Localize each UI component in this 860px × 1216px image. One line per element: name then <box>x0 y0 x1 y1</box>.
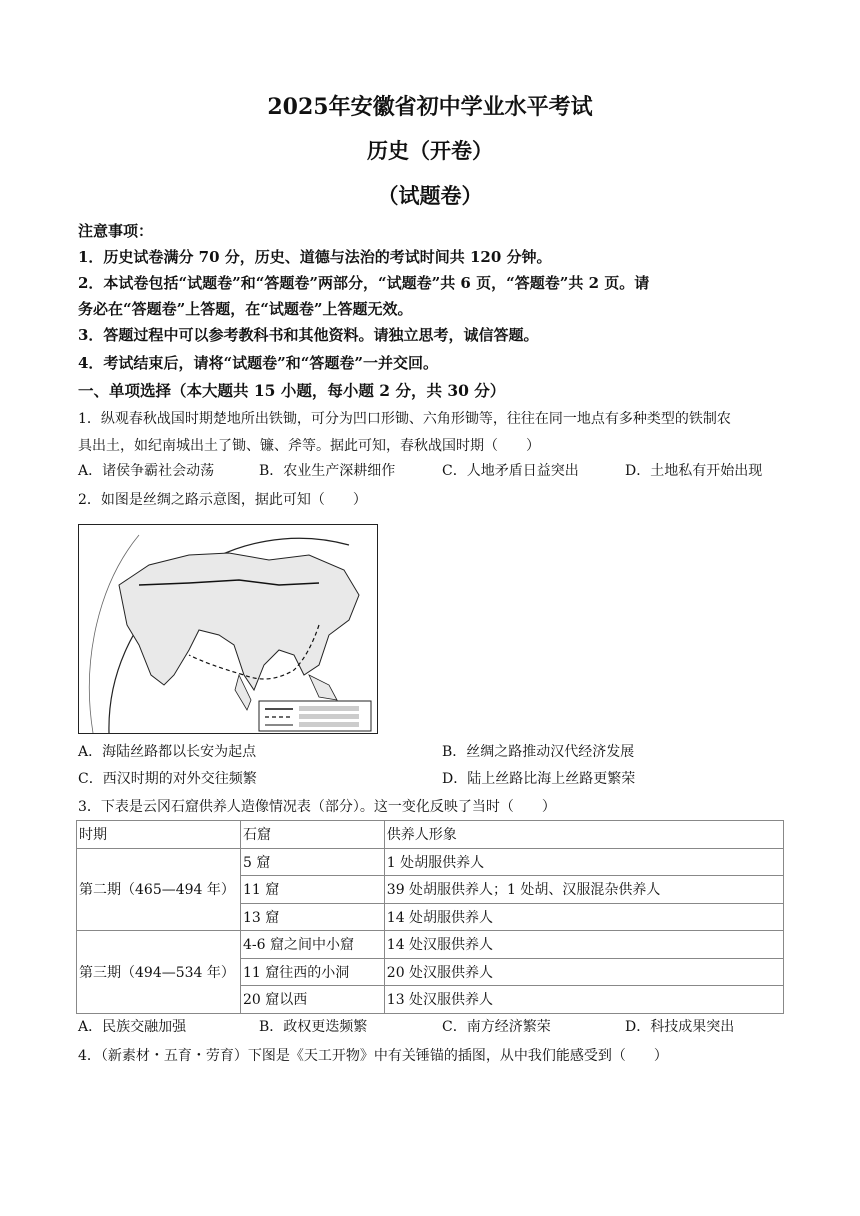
table-row <box>77 848 784 876</box>
table-header-cell: 供养人形象 <box>384 821 783 849</box>
table-header-row <box>77 821 784 849</box>
q3-option-b: B．政权更迭频繁 <box>259 1019 368 1035</box>
question-3-stem: 3．下表是云冈石窟供养人造像情况表（部分）。这一变化反映了当时（ ） <box>78 799 556 815</box>
period-cell: 第三期（494—534 年） <box>77 931 241 1014</box>
q3-option-d: D．科技成果突出 <box>625 1019 735 1035</box>
notice-item: 2．本试卷包括“试题卷”和“答题卷”两部分，“试题卷”共 6 页，“答题卷”共 2 页。请 <box>78 274 650 292</box>
exam-title: 2025年安徽省初中学业水平考试 <box>267 94 593 120</box>
q2-option-b: B．丝绸之路推动汉代经济发展 <box>442 744 635 760</box>
table-cell: 14 处胡服供养人 <box>384 903 783 931</box>
table-cell: 20 处汉服供养人 <box>384 958 783 986</box>
q1-option-c: C．人地矛盾日益突出 <box>442 463 579 479</box>
table-cell: 13 处汉服供养人 <box>384 986 783 1014</box>
notice-item: 4．考试结束后，请将“试题卷”和“答题卷”一并交回。 <box>78 354 438 372</box>
grotto-donor-table <box>76 820 784 1014</box>
q3-option-a: A．民族交融加强 <box>78 1019 187 1035</box>
table-header-cell: 石窟 <box>240 821 384 849</box>
notice-heading: 注意事项： <box>78 222 154 240</box>
table-cell: 20 窟以西 <box>240 986 384 1014</box>
q1-option-d: D．土地私有开始出现 <box>625 463 763 479</box>
notice-item: 3．答题过程中可以参考教科书和其他资料。请独立思考，诚信答题。 <box>78 326 539 344</box>
q2-option-c: C．西汉时期的对外交往频繁 <box>78 771 257 787</box>
silk-road-map <box>78 524 378 734</box>
table-cell: 5 窟 <box>240 848 384 876</box>
question-4-stem: 4．（新素材・五育・劳育）下图是《天工开物》中有关锤锚的插图，从中我们能感受到（ ） <box>78 1048 668 1064</box>
notice-item: 1．历史试卷满分 70 分，历史、道德与法治的考试时间共 120 分钟。 <box>78 248 552 266</box>
q3-option-c: C．南方经济繁荣 <box>442 1019 551 1035</box>
table-cell: 11 窟 <box>240 876 384 904</box>
q2-option-d: D．陆上丝路比海上丝路更繁荣 <box>442 771 636 787</box>
section-heading: 一、单项选择（本大题共 15 小题，每小题 2 分，共 30 分） <box>78 381 506 400</box>
paper-type-title: （试题卷） <box>377 183 483 208</box>
table-header-cell: 时期 <box>77 821 241 849</box>
q2-option-a: A．海陆丝路都以长安为起点 <box>78 744 257 760</box>
notice-item: 务必在“答题卷”上答题，在“试题卷”上答题无效。 <box>78 300 413 318</box>
subject-title: 历史（开卷） <box>367 138 493 163</box>
table-row <box>77 931 784 959</box>
q1-option-b: B．农业生产深耕细作 <box>259 463 396 479</box>
question-2-stem: 2．如图是丝绸之路示意图，据此可知（ ） <box>78 492 367 508</box>
table-cell: 4-6 窟之间中小窟 <box>240 931 384 959</box>
table-cell: 11 窟往西的小洞 <box>240 958 384 986</box>
table-cell: 1 处胡服供养人 <box>384 848 783 876</box>
q1-option-a: A．诸侯争霸社会动荡 <box>78 463 215 479</box>
question-1-stem-cont: 具出土，如纪南城出土了锄、镰、斧等。据此可知，春秋战国时期（ ） <box>78 438 540 454</box>
table-cell: 14 处汉服供养人 <box>384 931 783 959</box>
table-cell: 39 处胡服供养人；1 处胡、汉服混杂供养人 <box>384 876 783 904</box>
silk-road-map-illustration <box>79 525 377 733</box>
period-cell: 第二期（465—494 年） <box>77 848 241 931</box>
question-1-stem: 1．纵观春秋战国时期楚地所出铁锄，可分为凹口形锄、六角形锄等，往往在同一地点有多种类型的铁制农 <box>78 411 731 427</box>
table-cell: 13 窟 <box>240 903 384 931</box>
